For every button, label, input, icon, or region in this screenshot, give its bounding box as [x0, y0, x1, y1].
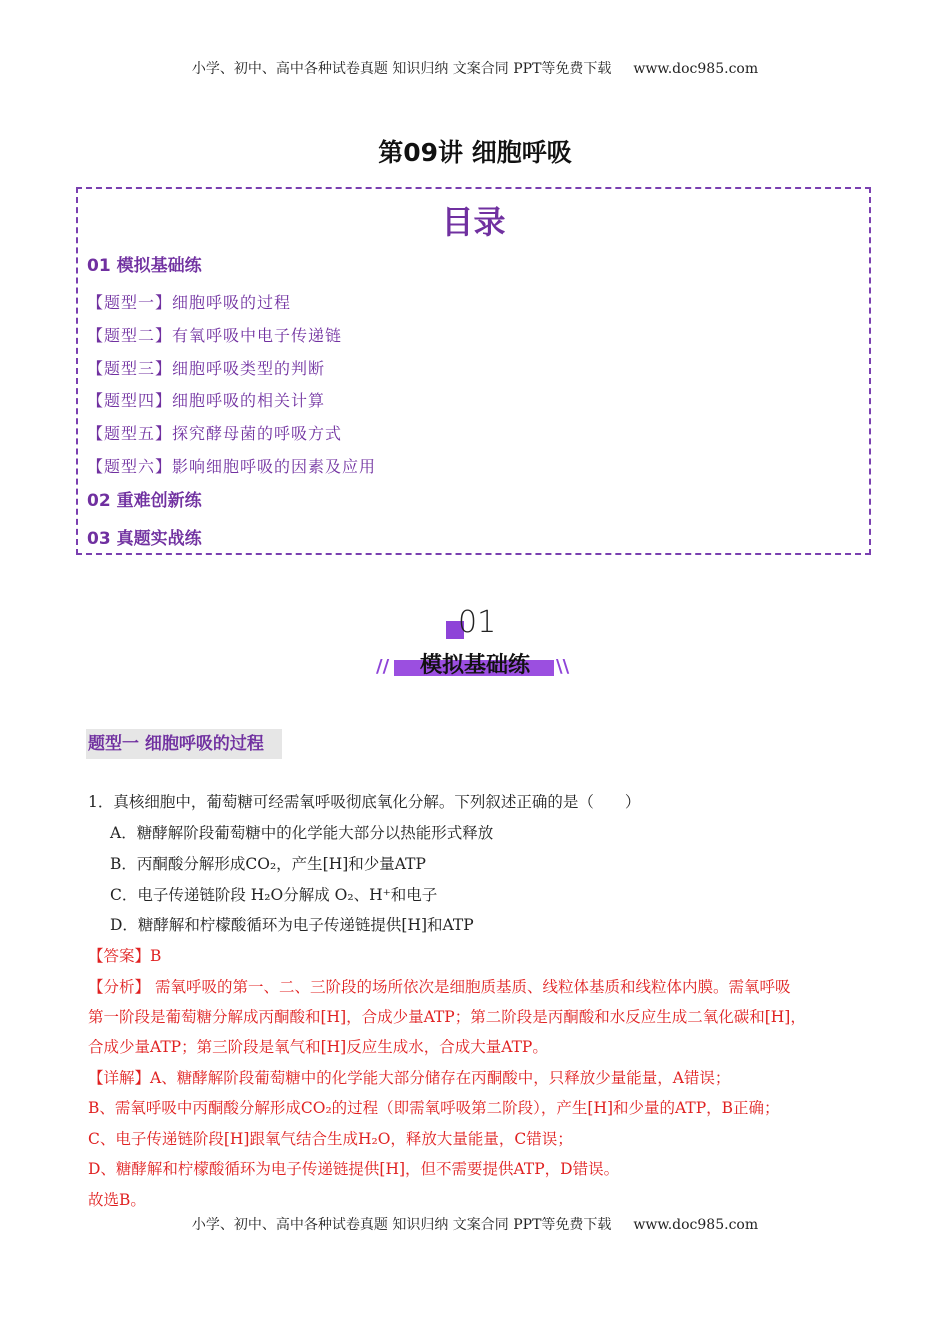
analysis-line-2: 第一阶段是葡萄糖分解成丙酮酸和[H]，合成少量ATP；第二阶段是丙酮酸和水反应生成二氧化碳和[H]， — [88, 1008, 806, 1026]
type-heading: 题型一 细胞呼吸的过程 — [86, 729, 282, 759]
toc-item-4[interactable]: 【题型四】细胞呼吸的相关计算 — [87, 391, 326, 410]
toc-section-2[interactable]: 02 重难创新练 — [87, 491, 202, 511]
analysis-label: 【分析】 — [88, 978, 151, 996]
toc-section-1[interactable]: 01 模拟基础练 — [87, 256, 202, 276]
toc-item-2[interactable]: 【题型二】有氧呼吸中电子传递链 — [87, 326, 343, 345]
page-title: 第09讲 细胞呼吸 — [378, 138, 572, 167]
detail-line-3: C、电子传递链阶段[H]跟氧气结合生成H₂O，释放大量能量，C错误； — [88, 1130, 573, 1148]
toc-section-3[interactable]: 03 真题实战练 — [87, 529, 202, 549]
header-url[interactable]: www.doc985.com — [633, 61, 759, 77]
analysis-line-3: 合成少量ATP；第三阶段是氧气和[H]反应生成水，合成大量ATP。 — [88, 1038, 548, 1056]
question-stem: 1．真核细胞中，葡萄糖可经需氧呼吸彻底氧化分解。下列叙述正确的是（ ） — [88, 793, 641, 811]
option-d: D．糖酵解和柠檬酸循环为电子传递链提供[H]和ATP — [110, 916, 474, 934]
toc-item-1[interactable]: 【题型一】细胞呼吸的过程 — [87, 293, 292, 312]
answer-label: 【答案】 — [88, 947, 151, 965]
detail-text-1: A、糖酵解阶段葡萄糖中的化学能大部分储存在丙酮酸中，只释放少量能量，A错误； — [150, 1069, 731, 1087]
banner-number: 01 — [458, 605, 497, 640]
answer-value: B — [150, 947, 162, 965]
answer-line — [88, 944, 161, 966]
toc-item-3[interactable]: 【题型三】细胞呼吸类型的判断 — [87, 359, 326, 378]
banner-left-slash-decoration: // — [376, 656, 390, 677]
detail-line-1 — [88, 1066, 730, 1088]
footer-url[interactable]: www.doc985.com — [633, 1217, 759, 1233]
toc-item-5[interactable]: 【题型五】探究酵母菌的呼吸方式 — [87, 424, 343, 443]
detail-label: 【详解】 — [88, 1069, 151, 1087]
toc-title: 目录 — [441, 203, 506, 241]
page-footer — [0, 1214, 950, 1234]
option-c: C．电子传递链阶段 H₂O分解成 O₂、H⁺和电子 — [110, 886, 438, 904]
conclusion-line: 故选B。 — [88, 1191, 146, 1209]
option-b: B．丙酮酸分解形成CO₂，产生[H]和少量ATP — [110, 855, 426, 873]
detail-line-2: B、需氧呼吸中丙酮酸分解形成CO₂的过程（即需氧呼吸第二阶段），产生[H]和少量的ATP，B正确； — [88, 1099, 780, 1117]
toc-item-6[interactable]: 【题型六】影响细胞呼吸的因素及应用 — [87, 457, 377, 476]
footer-text: 小学、初中、高中各种试卷真题 知识归纳 文案合同 PPT等免费下载 — [191, 1217, 612, 1233]
header-text: 小学、初中、高中各种试卷真题 知识归纳 文案合同 PPT等免费下载 — [191, 61, 612, 77]
page-header — [0, 58, 950, 78]
banner-label: 模拟基础练 — [419, 653, 530, 678]
analysis-text-1: 需氧呼吸的第一、二、三阶段的场所依次是细胞质基质、线粒体基质和线粒体内膜。需氧呼吸 — [150, 978, 791, 996]
banner-right-slash-decoration: \\ — [556, 656, 570, 677]
option-a: A．糖酵解阶段葡萄糖中的化学能大部分以热能形式释放 — [110, 824, 494, 842]
analysis-line-1 — [88, 975, 790, 997]
table-of-contents — [76, 187, 871, 555]
detail-line-4: D、糖酵解和柠檬酸循环为电子传递链提供[H]，但不需要提供ATP，D错误。 — [88, 1160, 620, 1178]
